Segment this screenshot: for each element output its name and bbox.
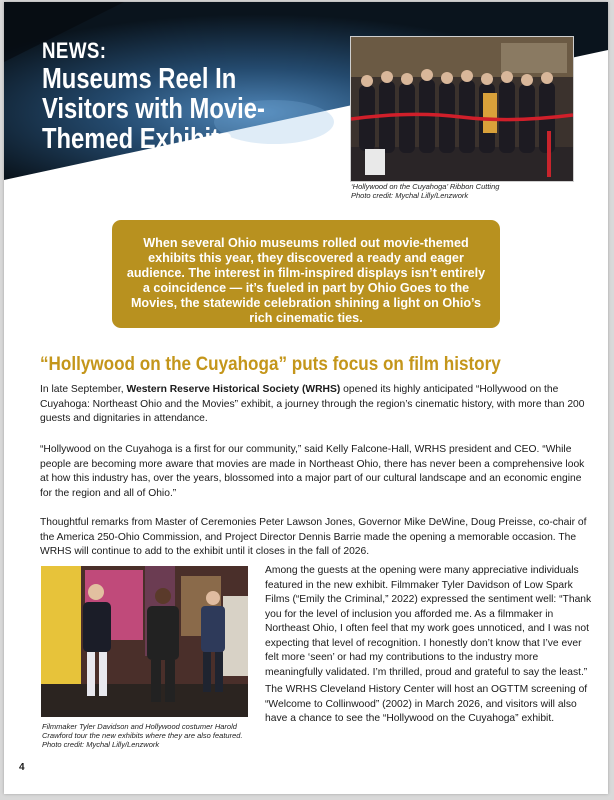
article-paragraph-4: Among the guests at the opening were many appreciative individuals featured in the new exhibit. Filmmaker Tyler Davidson of Low Spark Films (“Emily the Criminal,” 2022) expressed the sentiment well: “Thank you for the level of inclusion you afforded me. As a filmmaker in Northeast Ohio, I often feel that my work goes unnoticed, and I was not expecting that level of recognition. I honestly don’t know that I’ve ever felt more ‘seen’ or had my contributions to the industry more meaningfully validated. I’m thrilled, proud and grateful to say the least.”	[265, 565, 592, 678]
article-paragraph-5: The WRHS Cleveland History Center will host an OGTTM screening of “Welcome to Collinwood” (2002) in March 2026, and visitors will also have a chance to see the “Hollywood on the Cuyahoga” exhibit.	[265, 684, 588, 724]
exhibit-tour-caption	[42, 722, 252, 749]
paragraph-text: opened its highly anticipated “Hollywood on the Cuyahoga: Northeast Ohio and the Movies” exhibit, a journey through the region’s cinematic history, with more than 200 guests and dignitaries in attendance.	[40, 384, 585, 424]
caption-line: Filmmaker Tyler Davidson and Hollywood costumer Harold	[42, 722, 237, 731]
callout-text: When several Ohio museums rolled out movie-themed exhibits this year, they discovered a ready and eager audience. The interest in film-inspired displays isn’t entirely a coincidence — it’s fueled in part by Ohio Goes to the Movies, the statewide celebration shining a light on Ohio’s rich cinematic ties.	[126, 236, 486, 325]
organization-name: Western Reserve Historical Society (WRHS)	[126, 384, 341, 395]
article-paragraph-2: “Hollywood on the Cuyahoga is a first for our community,” said Kelly Falcone-Hall, WRHS president and CEO. “While people are becoming more aware that movies are made in Northeast Ohio, there has never been a comprehensive look at how this industry has, over the years, blossomed into a major part of our cultural landscape and an economic engine for the region and all of Ohio.”	[40, 444, 585, 499]
exhibit-tour-photo	[41, 566, 248, 717]
ribbon-cutting-photo	[350, 36, 574, 182]
exhibit-tour-illustration	[41, 566, 248, 717]
article-paragraph-1	[40, 383, 590, 427]
article-paragraph-3: Thoughtful remarks from Master of Ceremonies Peter Lawson Jones, Governor Mike DeWine, Doug Preisse, co-chair of the America 250-Ohio Commission, and Project Director Dennis Barrie made the opening a memorable occasion. The WRHS will continue to add to the exhibit until it closes in the fall of 2026.	[40, 517, 587, 557]
paragraph-text: In late September,	[40, 384, 127, 395]
headline: Museums Reel In Visitors with Movie-Themed Exhibits	[42, 63, 265, 155]
page-number: 4	[19, 762, 25, 773]
photo-credit: Photo credit: Mychal Lilly/Lenzwork	[42, 740, 160, 749]
ribbon-cutting-illustration	[351, 37, 573, 181]
magazine-page	[4, 2, 608, 794]
ribbon-cutting-caption	[351, 182, 581, 200]
photo-credit: Photo credit: Mychal Lilly/Lenzwork	[351, 191, 469, 200]
callout-box	[112, 220, 500, 328]
article-title: “Hollywood on the Cuyahoga” puts focus on film history	[40, 354, 501, 375]
caption-line: ‘Hollywood on the Cuyahoga’ Ribbon Cutting	[351, 182, 500, 191]
caption-line: Crawford tour the new exhibits where they are also featured.	[42, 731, 243, 740]
news-kicker: NEWS:	[42, 38, 107, 63]
